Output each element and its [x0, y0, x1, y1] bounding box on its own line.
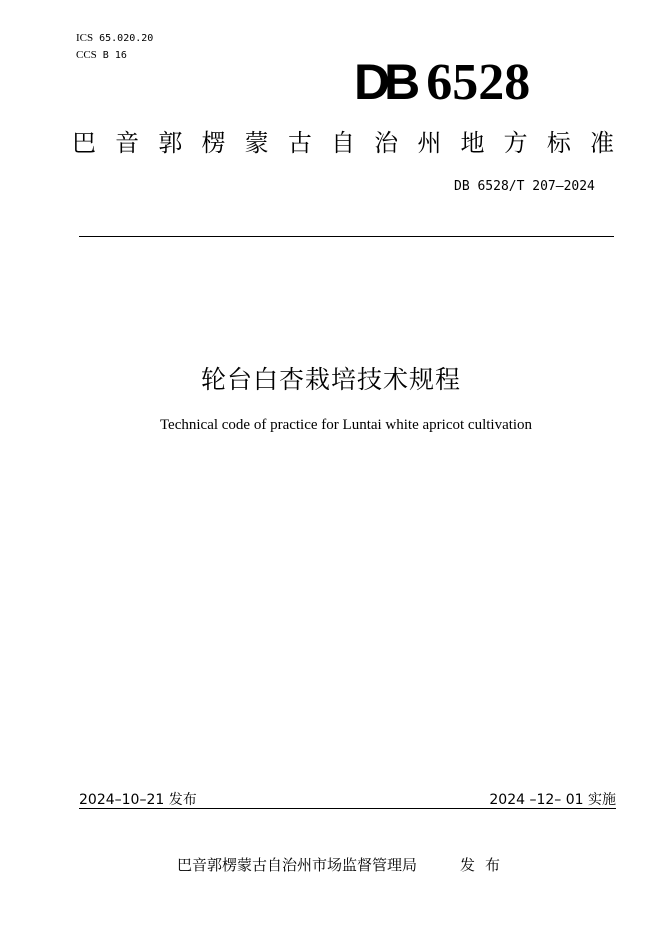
- english-title: Technical code of practice for Luntai white apricot cultivation: [159, 417, 533, 433]
- publish-label: 发布: [460, 856, 511, 874]
- top-divider: [79, 236, 614, 237]
- implementation-date: 2024 –12– 01 实施: [489, 792, 616, 808]
- ics-code: [76, 32, 153, 44]
- release-date: 2024–10–21 发布: [79, 792, 197, 808]
- issuer-title: 巴音郭楞蒙古自治州地方标准: [72, 129, 616, 157]
- logo-number-text: 6528: [426, 54, 531, 111]
- ccs-code: [76, 49, 127, 61]
- ics-value: 65.020.20: [99, 33, 154, 44]
- ics-label: ICS: [76, 32, 94, 44]
- bottom-divider: [79, 808, 616, 809]
- db-logo: [354, 56, 530, 109]
- logo-db-text: DB: [354, 54, 415, 110]
- publisher-name: 巴音郭楞蒙古自治州市场监督管理局: [177, 856, 418, 874]
- standard-number: DB 6528/T 207—2024: [454, 179, 595, 194]
- ccs-value: B 16: [102, 50, 127, 61]
- ccs-label: CCS: [76, 49, 97, 61]
- chinese-title: 轮台白杏栽培技术规程: [200, 365, 461, 394]
